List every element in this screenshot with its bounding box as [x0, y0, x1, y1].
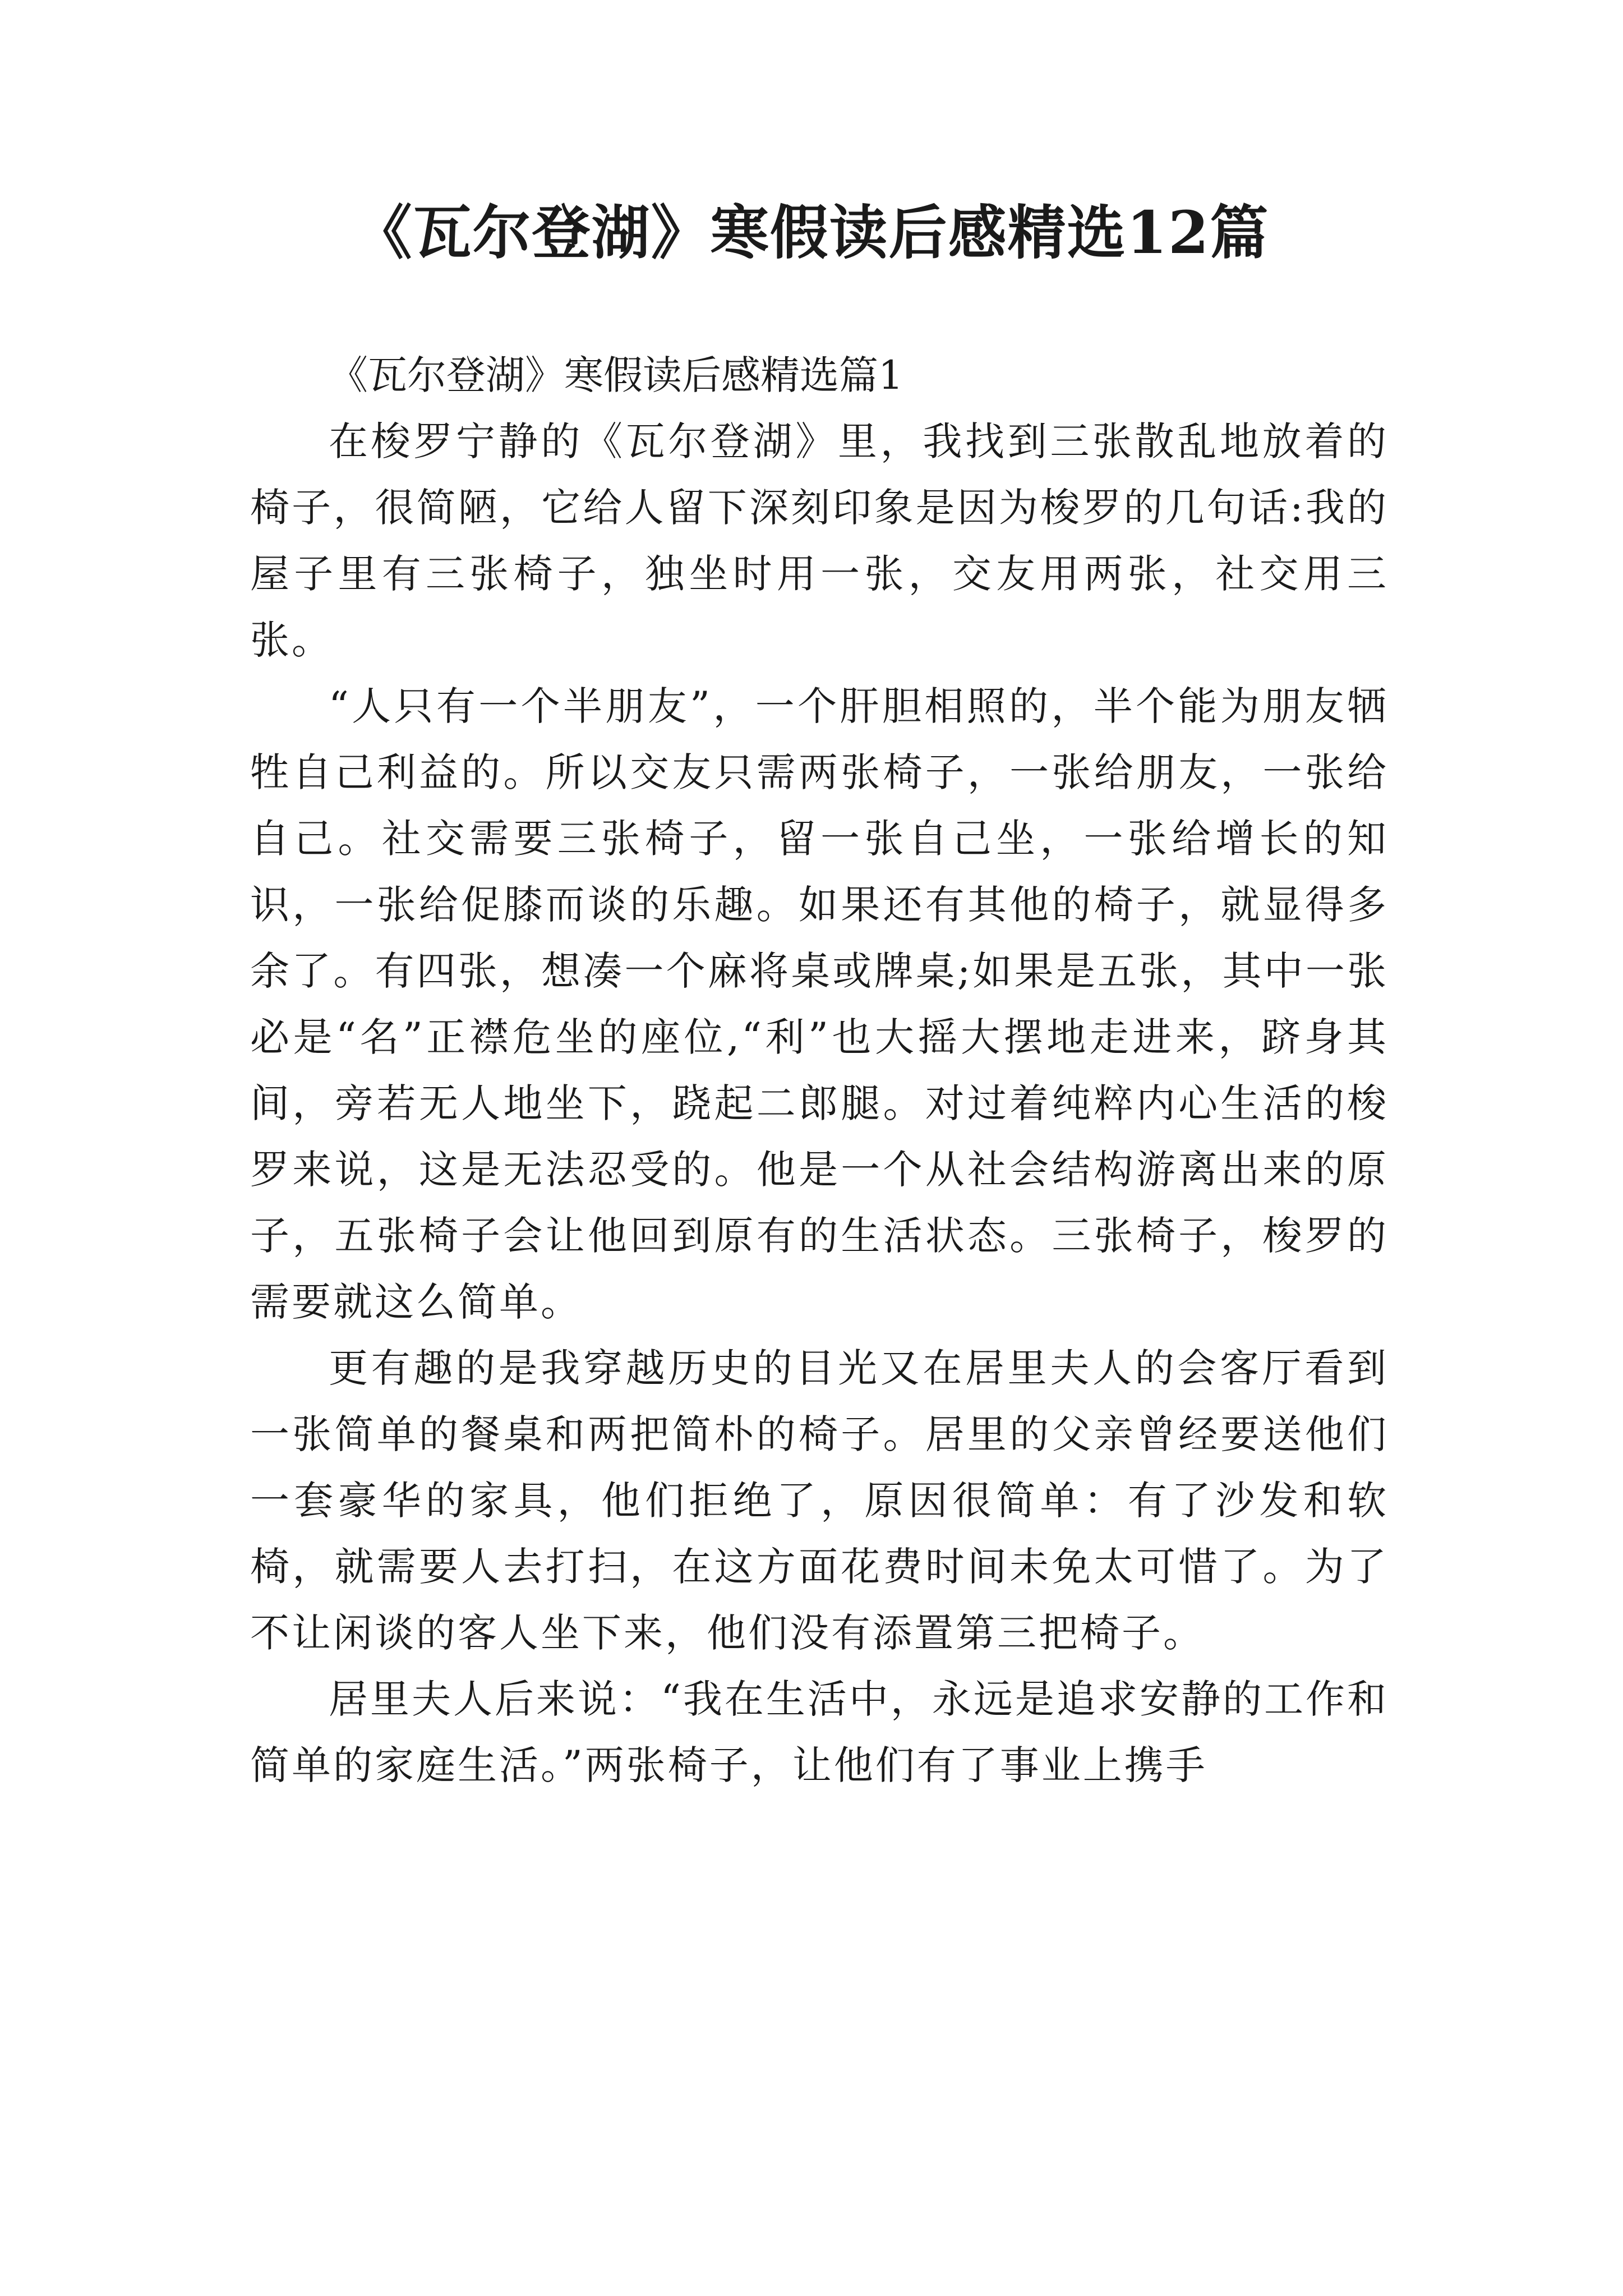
document-title: 《瓦尔登湖》寒假读后感精选12篇 — [353, 198, 1270, 267]
paragraph-1: 在梭罗宁静的《瓦尔登湖》里，我找到三张散乱地放着的椅子，很简陋，它给人留下深刻印象是因为梭罗的几句话:我的屋子里有三张椅子，独坐时用一张，交友用两张，社交用三张。 — [250, 418, 1389, 663]
paragraph-4: 居里夫人后来说：“我在生活中，永远是追求安静的工作和简单的家庭生活。”两张椅子，让他们有了事业上携手 — [250, 1676, 1389, 1788]
document-body — [250, 342, 1389, 1798]
section-heading: 《瓦尔登湖》寒假读后感精选篇1 — [329, 352, 903, 398]
paragraph-3: 更有趣的是我穿越历史的目光又在居里夫人的会客厅看到一张简单的餐桌和两把简朴的椅子。居里的父亲曾经要送他们一套豪华的家具，他们拒绝了，原因很简单：有了沙发和软椅，就需要人去打扫，在这方面花费时间未免太可惜了。为了不让闲谈的客人坐下来，他们没有添置第三把椅子。 — [250, 1345, 1389, 1656]
paragraph-2: “人只有一个半朋友”，一个肝胆相照的，半个能为朋友牺牲自己利益的。所以交友只需两张椅子，一张给朋友，一张给自己。社交需要三张椅子，留一张自己坐，一张给增长的知识，一张给促膝而谈的乐趣。如果还有其他的椅子，就显得多余了。有四张，想凑一个麻将桌或牌桌;如果是五张，其中一张必是“名”正襟危坐的座位,“利”也大摇大摆地走进来，跻身其间，旁若无人地坐下，跷起二郎腿。对过着纯粹内心生活的梭罗来说，这是无法忍受的。他是一个从社会结构游离出来的原子，五张椅子会让他回到原有的生活状态。三张椅子，梭罗的需要就这么简单。 — [250, 683, 1389, 1325]
